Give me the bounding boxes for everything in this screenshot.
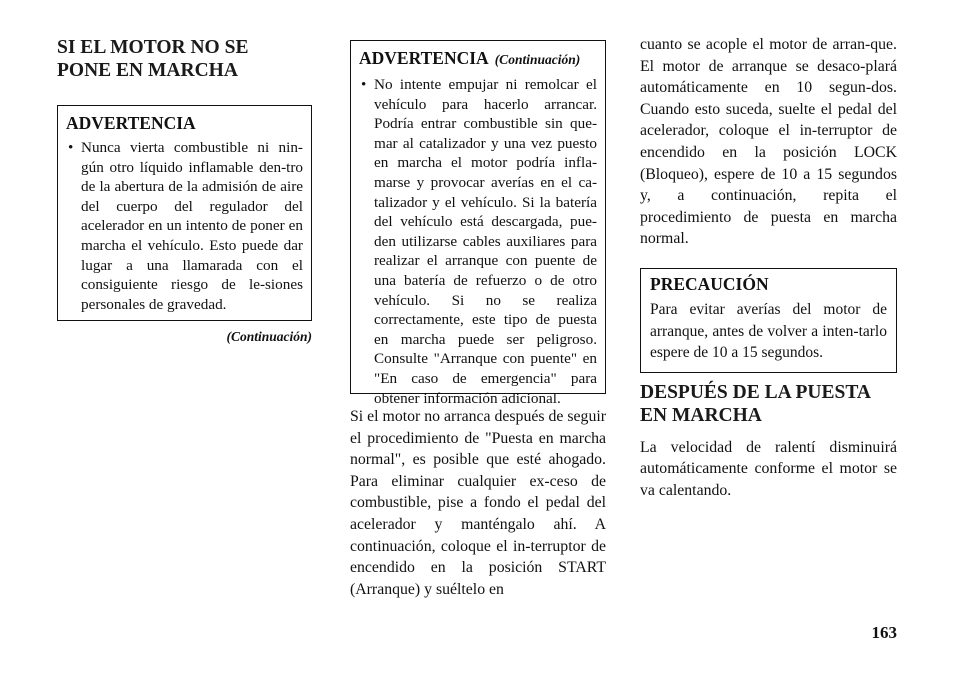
warning-box-continued xyxy=(350,40,606,407)
body-paragraph-flooded: Si el motor no arranca después de seguir el procedimiento de "Puesta en marcha normal", es posible que esté ahogado. Para eliminar cualquier ex-ceso de combustible, pise a fondo el pedal del acelerador y manténgalo ahí. A continuación, coloque el in-terruptor de encendido en la posición START (Arranque) y suéltelo en xyxy=(350,408,606,598)
body-paragraph-continued: cuanto se acople el motor de arran-que. El motor de arranque se desaco-plará automáticamente en 10 segun-dos. Cuando esto suceda, suelte el pedal del acelerador, coloque el in-terruptor de encendido en la posición LOCK (Bloqueo), espere de 10 a 15 segundos y, a continuación, repita el procedimiento de puesta en marcha normal. xyxy=(640,36,897,248)
warning-bullet xyxy=(66,138,303,314)
section-heading-after-start: DESPUÉS DE LA PUESTA EN MARCHA xyxy=(640,381,870,426)
page-number: 163 xyxy=(871,623,897,642)
warning-title: ADVERTENCIA xyxy=(66,113,196,133)
body-paragraph-idle: La velocidad de ralentí disminuirá automáticamente conforme el motor se va calentando. xyxy=(640,438,897,499)
caution-text: Para evitar averías del motor de arranque, antes de volver a inten-tarlo espere de 10 a 15 segundos. xyxy=(650,300,887,362)
section-heading-engine-no-start: SI EL MOTOR NO SE PONE EN MARCHA xyxy=(57,37,249,81)
warning-box xyxy=(57,105,312,321)
warning-bullet-text: No intente empujar ni remolcar el vehículo para hacerlo arrancar. Podría entrar combustible sin que-mar al catalizador y una vez puesto en marcha el motor podría infla-marse y provocar averías en el ca-talizador y el vehículo. Si la batería del vehículo está descargada, pue-den utilizarse cables auxiliares para realizar el arranque con puente de una batería de refuerzo o de otro vehículo. Si no se realiza correctamente, este tipo de puesta en marcha puede ser peligroso. Consulte "Arranque con puente" en "En caso de emergencia" para obtener información adicional. xyxy=(374,76,597,407)
column-middle xyxy=(350,30,606,600)
continued-label: (Continuación) xyxy=(226,329,312,344)
caution-box xyxy=(640,268,897,373)
warning-title-continued xyxy=(359,47,597,71)
warning-title-suffix: (Continuación) xyxy=(494,52,581,67)
column-left xyxy=(57,30,312,345)
column-right xyxy=(640,30,897,502)
warning-title-text: ADVERTENCIA xyxy=(359,48,489,68)
caution-title: PRECAUCIÓN xyxy=(650,273,769,294)
bullet-icon: • xyxy=(68,139,74,156)
bullet-icon: • xyxy=(361,76,367,93)
warning-bullet xyxy=(359,75,597,408)
warning-bullet-text: Nunca vierta combustible ni nin-gún otro líquido inflamable den-tro de la abertura de la admisión de aire del cuerpo del regulador del acelerador en un intento de poner en marcha el vehículo. Esto puede dar lugar a una llamarada con el consiguiente riesgo de le-siones personales de gravedad. xyxy=(81,139,303,313)
